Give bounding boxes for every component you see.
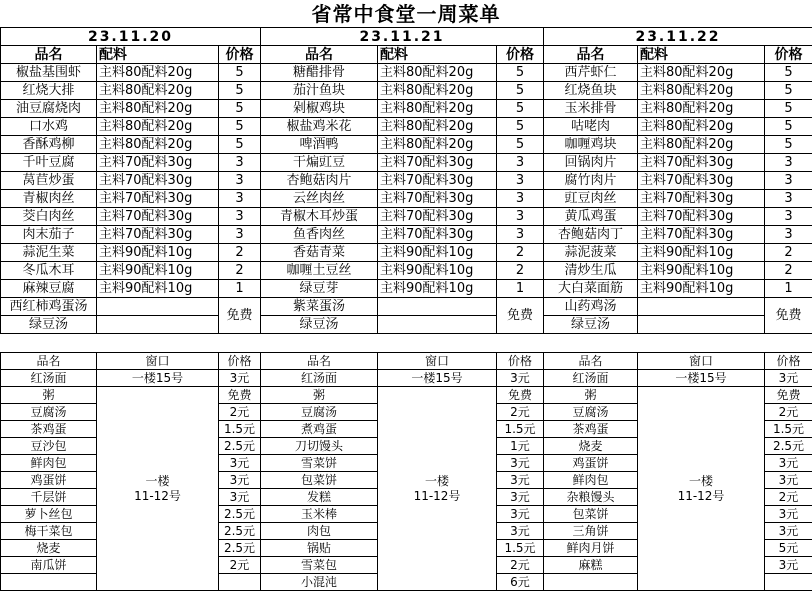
dish-name: 杏鲍菇肉片	[261, 172, 378, 190]
dish-name: 干煸豇豆	[261, 154, 378, 172]
snack-name: 小混沌	[261, 574, 378, 591]
snack-name: 萝卜丝包	[1, 506, 97, 523]
snack-name: 红汤面	[544, 370, 638, 387]
dish-name: 肉末茄子	[1, 226, 97, 244]
snack-price: 2.5元	[219, 540, 261, 557]
dish-name: 黄瓜鸡蛋	[544, 208, 638, 226]
dish-ingredients: 主料90配料10g	[638, 262, 765, 280]
soup-name: 绿豆汤	[261, 316, 378, 334]
dish-price: 2	[765, 262, 812, 280]
dish-price: 3	[497, 172, 544, 190]
snack-header-name: 品名	[544, 353, 638, 370]
dish-ingredients: 主料80配料20g	[638, 118, 765, 136]
snack-price: 2.5元	[765, 438, 812, 455]
day-date: 23.11.21	[261, 28, 544, 46]
snack-price: 免费	[765, 387, 812, 404]
dish-price: 3	[765, 208, 812, 226]
dish-price: 3	[497, 208, 544, 226]
snack-price: 3元	[765, 523, 812, 540]
snack-name: 烧麦	[1, 540, 97, 557]
dish-price: 5	[765, 136, 812, 154]
dish-ingredients: 主料70配料30g	[378, 154, 497, 172]
snack-price: 3元	[219, 472, 261, 489]
day-date: 23.11.20	[1, 28, 261, 46]
dish-ingredients: 主料90配料10g	[378, 244, 497, 262]
soup-blank	[97, 316, 219, 334]
dish-ingredients: 主料80配料20g	[638, 82, 765, 100]
dish-ingredients: 主料80配料20g	[97, 82, 219, 100]
dish-price: 3	[765, 154, 812, 172]
dish-price: 1	[497, 280, 544, 298]
dish-row	[1, 172, 812, 190]
dish-price: 5	[219, 118, 261, 136]
snack-header-price: 价格	[765, 353, 812, 370]
snack-header-price: 价格	[219, 353, 261, 370]
header-price: 价格	[765, 46, 812, 64]
dish-name: 杏鲍菇肉丁	[544, 226, 638, 244]
dish-ingredients: 主料70配料30g	[638, 190, 765, 208]
noodle-window: 一楼15号	[97, 370, 219, 387]
soup-blank	[378, 316, 497, 334]
dish-ingredients: 主料90配料10g	[378, 280, 497, 298]
dish-name: 蒜泥生菜	[1, 244, 97, 262]
dish-name: 鱼香肉丝	[261, 226, 378, 244]
dish-row	[1, 136, 812, 154]
dish-row	[1, 118, 812, 136]
snack-price: 3元	[765, 370, 812, 387]
snack-price: 3元	[497, 523, 544, 540]
dish-ingredients: 主料70配料30g	[378, 190, 497, 208]
dish-price: 3	[219, 208, 261, 226]
snack-name: 豆腐汤	[261, 404, 378, 421]
snack-name: 粥	[544, 387, 638, 404]
snack-price: 2元	[497, 404, 544, 421]
main-window-floor: 一楼	[145, 473, 170, 488]
noodle-window: 一楼15号	[638, 370, 765, 387]
dish-ingredients: 主料70配料30g	[97, 208, 219, 226]
dish-name: 糖醋排骨	[261, 64, 378, 82]
dish-ingredients: 主料80配料20g	[378, 64, 497, 82]
dish-name: 口水鸡	[1, 118, 97, 136]
snack-name: 茶鸡蛋	[544, 421, 638, 438]
snack-name: 豆腐汤	[1, 404, 97, 421]
snack-name: 玉米棒	[261, 506, 378, 523]
header-name: 品名	[544, 46, 638, 64]
dish-name: 回锅肉片	[544, 154, 638, 172]
snack-price: 3元	[765, 557, 812, 574]
dish-price: 5	[497, 100, 544, 118]
snack-price: 3元	[219, 370, 261, 387]
dish-price: 3	[219, 226, 261, 244]
dish-price: 3	[219, 190, 261, 208]
dish-ingredients: 主料80配料20g	[97, 118, 219, 136]
snack-name: 茶鸡蛋	[1, 421, 97, 438]
soup-blank	[378, 298, 497, 316]
snack-price: 3元	[497, 370, 544, 387]
dish-price: 2	[219, 244, 261, 262]
snack-price: 3元	[497, 506, 544, 523]
dish-row	[1, 190, 812, 208]
dish-name: 青椒木耳炒蛋	[261, 208, 378, 226]
snack-name: 红汤面	[261, 370, 378, 387]
dish-price: 2	[219, 262, 261, 280]
dish-ingredients: 主料70配料30g	[378, 172, 497, 190]
dish-price: 2	[765, 244, 812, 262]
header-ingredients: 配料	[638, 46, 765, 64]
main-window	[97, 387, 219, 591]
snack-name: 三角饼	[544, 523, 638, 540]
dish-name: 香菇青菜	[261, 244, 378, 262]
soup-price: 免费	[219, 298, 261, 334]
snacks-table	[0, 352, 812, 591]
dish-row	[1, 208, 812, 226]
snack-name: 豆沙包	[1, 438, 97, 455]
snack-header-name: 品名	[261, 353, 378, 370]
snack-name: 豆腐汤	[544, 404, 638, 421]
dish-price: 3	[497, 154, 544, 172]
snack-name: 包菜饼	[261, 472, 378, 489]
dish-ingredients: 主料80配料20g	[378, 100, 497, 118]
snack-price: 3元	[765, 472, 812, 489]
dish-row	[1, 154, 812, 172]
main-dishes-table	[0, 27, 812, 334]
snack-price: 3元	[497, 455, 544, 472]
dish-price: 2	[497, 244, 544, 262]
dish-price: 5	[765, 100, 812, 118]
snack-name: 粥	[261, 387, 378, 404]
snack-price: 1.5元	[497, 421, 544, 438]
header-price: 价格	[497, 46, 544, 64]
dish-row	[1, 280, 812, 298]
snack-name: 鸡蛋饼	[1, 472, 97, 489]
snack-header-window: 窗口	[378, 353, 497, 370]
soup-blank	[638, 298, 765, 316]
dish-price: 5	[497, 136, 544, 154]
soup-price: 免费	[765, 298, 812, 334]
noodle-window: 一楼15号	[378, 370, 497, 387]
dish-name: 椒盐鸡米花	[261, 118, 378, 136]
snack-name: 刀切馒头	[261, 438, 378, 455]
dish-ingredients: 主料70配料30g	[378, 208, 497, 226]
snack-price: 1.5元	[497, 540, 544, 557]
snack-header-name: 品名	[1, 353, 97, 370]
header-ingredients: 配料	[97, 46, 219, 64]
dish-name: 玉米排骨	[544, 100, 638, 118]
main-window-number: 11-12号	[134, 488, 181, 503]
dish-name: 剁椒鸡块	[261, 100, 378, 118]
snack-name: 杂粮馒头	[544, 489, 638, 506]
dish-price: 5	[497, 118, 544, 136]
snack-price: 1.5元	[765, 421, 812, 438]
soup-name: 山药鸡汤	[544, 298, 638, 316]
snack-price: 1元	[497, 438, 544, 455]
dish-price: 1	[765, 280, 812, 298]
snack-name	[544, 574, 638, 591]
snack-price: 2元	[219, 557, 261, 574]
snack-name: 鲜肉包	[1, 455, 97, 472]
dish-ingredients: 主料90配料10g	[638, 280, 765, 298]
dish-name: 红烧大排	[1, 82, 97, 100]
dish-ingredients: 主料90配料10g	[97, 280, 219, 298]
snack-price: 3元	[497, 472, 544, 489]
dish-name: 豇豆肉丝	[544, 190, 638, 208]
snack-name: 肉包	[261, 523, 378, 540]
dish-price: 3	[765, 190, 812, 208]
day-date: 23.11.22	[544, 28, 812, 46]
dish-name: 莴苣炒蛋	[1, 172, 97, 190]
soup-name: 绿豆汤	[1, 316, 97, 334]
snack-name: 雪菜包	[261, 557, 378, 574]
dish-name: 椒盐基围虾	[1, 64, 97, 82]
dish-ingredients: 主料90配料10g	[97, 244, 219, 262]
main-window-floor: 一楼	[424, 473, 449, 488]
dish-name: 腐竹肉片	[544, 172, 638, 190]
snack-price: 免费	[219, 387, 261, 404]
dish-ingredients: 主料90配料10g	[378, 262, 497, 280]
dish-price: 3	[219, 172, 261, 190]
snack-price	[219, 574, 261, 591]
dish-ingredients: 主料80配料20g	[97, 136, 219, 154]
dish-name: 咖喱鸡块	[544, 136, 638, 154]
snack-price: 免费	[497, 387, 544, 404]
dish-row	[1, 64, 812, 82]
dish-name: 西芹虾仁	[544, 64, 638, 82]
dish-price: 5	[219, 82, 261, 100]
dish-name: 咕咾肉	[544, 118, 638, 136]
header-name: 品名	[261, 46, 378, 64]
snack-name: 粥	[1, 387, 97, 404]
dish-price: 5	[765, 82, 812, 100]
snack-price: 2.5元	[219, 438, 261, 455]
snack-price: 5元	[765, 540, 812, 557]
dish-price: 5	[219, 136, 261, 154]
snack-name: 包菜饼	[544, 506, 638, 523]
main-window-floor: 一楼	[688, 473, 713, 488]
dish-name: 麻辣豆腐	[1, 280, 97, 298]
snack-price: 6元	[497, 574, 544, 591]
snack-name: 梅干菜包	[1, 523, 97, 540]
dish-price: 3	[765, 226, 812, 244]
dish-ingredients: 主料70配料30g	[378, 226, 497, 244]
dish-price: 3	[765, 172, 812, 190]
dish-name: 红烧鱼块	[544, 82, 638, 100]
snack-name: 南瓜饼	[1, 557, 97, 574]
dish-ingredients: 主料80配料20g	[638, 136, 765, 154]
dish-price: 3	[497, 190, 544, 208]
dish-name: 大白菜面筋	[544, 280, 638, 298]
soup-blank	[638, 316, 765, 334]
dish-ingredients: 主料80配料20g	[378, 136, 497, 154]
dish-name: 茄汁鱼块	[261, 82, 378, 100]
snack-price: 3元	[219, 489, 261, 506]
dish-ingredients: 主料70配料30g	[638, 154, 765, 172]
dish-price: 3	[497, 226, 544, 244]
dish-ingredients: 主料70配料30g	[97, 226, 219, 244]
snack-name: 红汤面	[1, 370, 97, 387]
dish-ingredients: 主料80配料20g	[638, 64, 765, 82]
dish-ingredients: 主料70配料30g	[97, 154, 219, 172]
dish-ingredients: 主料80配料20g	[638, 100, 765, 118]
snack-price: 3元	[219, 455, 261, 472]
snack-price: 2元	[497, 557, 544, 574]
dish-name: 绿豆芽	[261, 280, 378, 298]
dish-ingredients: 主料90配料10g	[97, 262, 219, 280]
dish-ingredients: 主料70配料30g	[97, 172, 219, 190]
dish-price: 5	[765, 118, 812, 136]
soup-name: 西红柿鸡蛋汤	[1, 298, 97, 316]
dish-ingredients: 主料80配料20g	[378, 118, 497, 136]
snack-name: 煮鸡蛋	[261, 421, 378, 438]
snack-name: 千层饼	[1, 489, 97, 506]
header-name: 品名	[1, 46, 97, 64]
dish-ingredients: 主料70配料30g	[638, 172, 765, 190]
snack-name: 锅贴	[261, 540, 378, 557]
dish-row	[1, 100, 812, 118]
snack-name: 鲜肉月饼	[544, 540, 638, 557]
dish-ingredients: 主料80配料20g	[97, 64, 219, 82]
snack-price: 2.5元	[219, 506, 261, 523]
snack-header-window: 窗口	[97, 353, 219, 370]
header-price: 价格	[219, 46, 261, 64]
main-window	[638, 387, 765, 591]
main-window-number: 11-12号	[413, 488, 461, 503]
snack-price: 2元	[765, 489, 812, 506]
dish-name: 香酥鸡柳	[1, 136, 97, 154]
main-window	[378, 387, 497, 591]
dish-row	[1, 226, 812, 244]
dish-name: 云丝肉丝	[261, 190, 378, 208]
dish-price: 5	[497, 64, 544, 82]
snack-price: 2元	[765, 404, 812, 421]
snack-row	[1, 387, 812, 404]
snack-price: 3元	[765, 506, 812, 523]
dish-name: 油豆腐烧肉	[1, 100, 97, 118]
dish-row	[1, 82, 812, 100]
dish-price: 5	[219, 100, 261, 118]
snack-row	[1, 370, 812, 387]
dish-name: 蒜泥菠菜	[544, 244, 638, 262]
snack-name: 发糕	[261, 489, 378, 506]
dish-price: 2	[497, 262, 544, 280]
snack-price: 3元	[765, 455, 812, 472]
page-title: 省常中食堂一周菜单	[311, 2, 501, 26]
snack-name: 鲜肉包	[544, 472, 638, 489]
dish-row	[1, 262, 812, 280]
dish-name: 冬瓜木耳	[1, 262, 97, 280]
dish-ingredients: 主料80配料20g	[97, 100, 219, 118]
snack-price: 1.5元	[219, 421, 261, 438]
snack-header-window: 窗口	[638, 353, 765, 370]
dish-ingredients: 主料70配料30g	[638, 208, 765, 226]
soup-blank	[97, 298, 219, 316]
soup-name: 紫菜蛋汤	[261, 298, 378, 316]
snack-price: 2.5元	[219, 523, 261, 540]
dish-row	[1, 244, 812, 262]
main-window-number: 11-12号	[677, 488, 725, 503]
dish-price: 5	[765, 64, 812, 82]
header-ingredients: 配料	[378, 46, 497, 64]
dish-name: 青椒肉丝	[1, 190, 97, 208]
snack-name: 烧麦	[544, 438, 638, 455]
snack-price: 3元	[497, 489, 544, 506]
snack-name: 麻糕	[544, 557, 638, 574]
snack-name	[1, 574, 97, 591]
dish-name: 啤酒鸭	[261, 136, 378, 154]
dish-ingredients: 主料80配料20g	[378, 82, 497, 100]
snack-name: 雪菜饼	[261, 455, 378, 472]
soup-price: 免费	[497, 298, 544, 334]
dish-name: 清炒生瓜	[544, 262, 638, 280]
dish-name: 千叶豆腐	[1, 154, 97, 172]
snack-price	[765, 574, 812, 591]
soup-name: 绿豆汤	[544, 316, 638, 334]
dish-name: 茭白肉丝	[1, 208, 97, 226]
dish-name: 咖喱土豆丝	[261, 262, 378, 280]
dish-price: 5	[497, 82, 544, 100]
snack-header-price: 价格	[497, 353, 544, 370]
dish-price: 5	[219, 64, 261, 82]
snack-name: 鸡蛋饼	[544, 455, 638, 472]
snack-price: 2元	[219, 404, 261, 421]
dish-ingredients: 主料70配料30g	[97, 190, 219, 208]
dish-ingredients: 主料90配料10g	[638, 244, 765, 262]
dish-price: 3	[219, 154, 261, 172]
dish-price: 1	[219, 280, 261, 298]
dish-ingredients: 主料70配料30g	[638, 226, 765, 244]
